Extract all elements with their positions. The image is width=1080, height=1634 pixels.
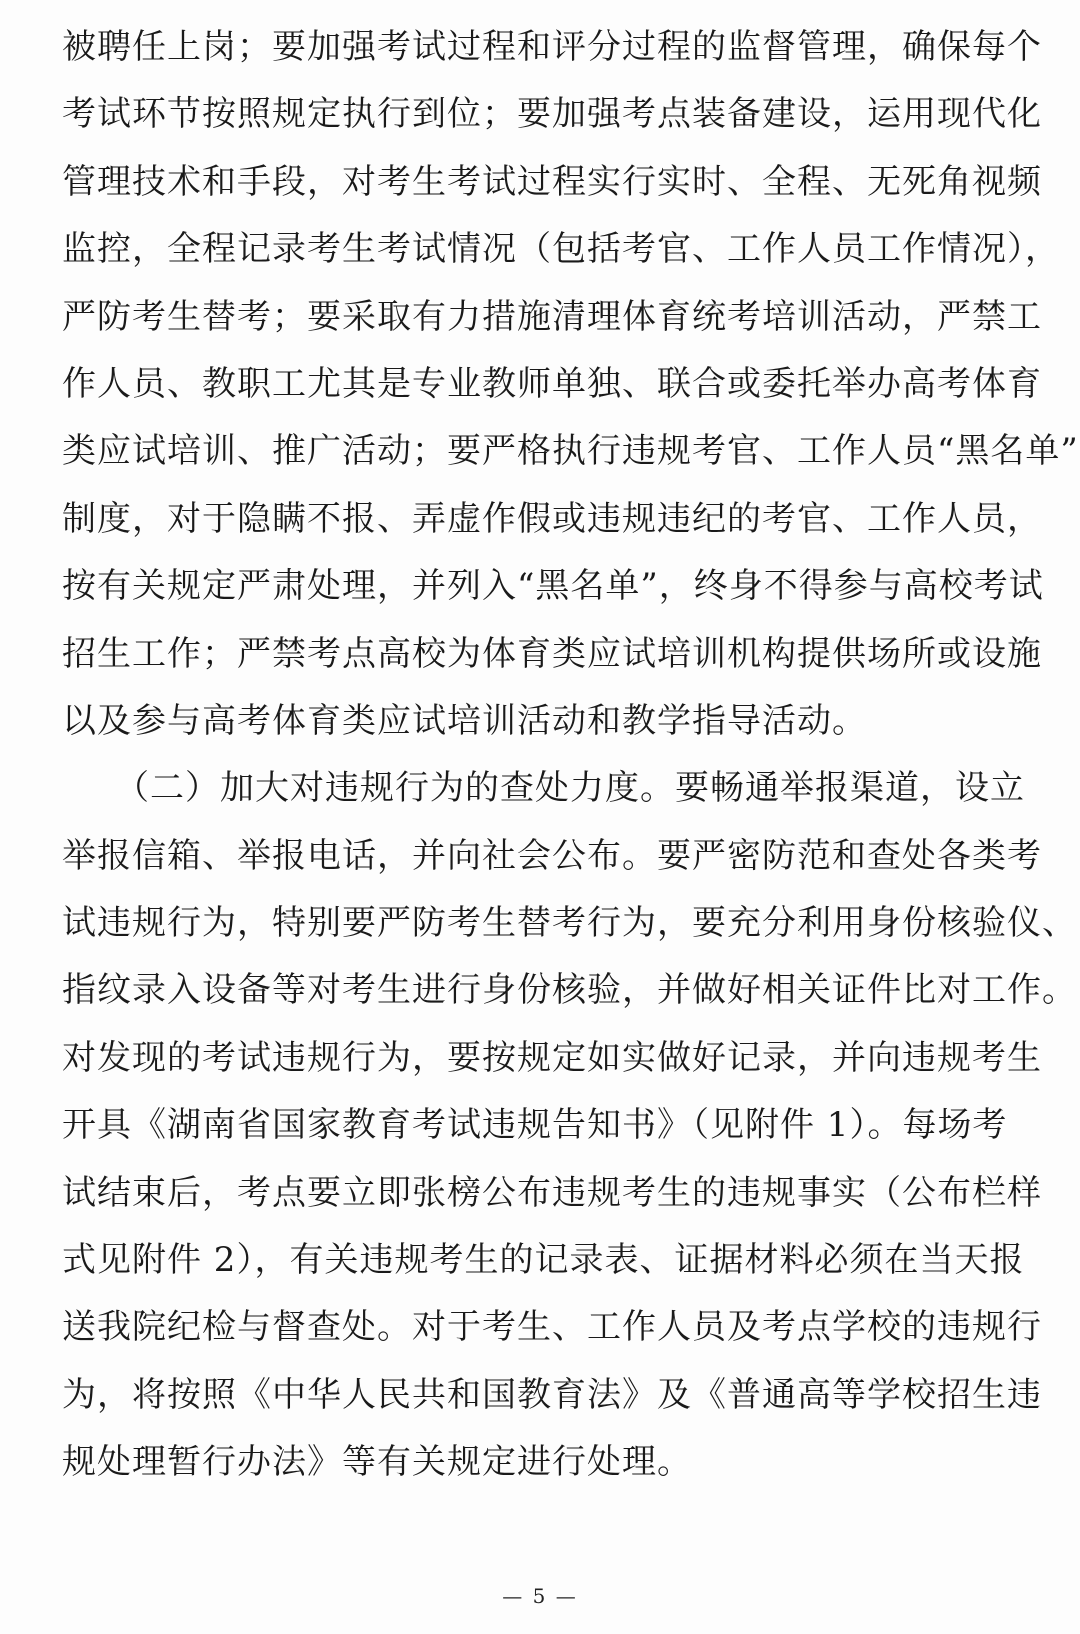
text-line: 监控，全程记录考生考试情况（包括考官、工作人员工作情况），	[62, 229, 1060, 270]
text-line: 试违规行为，特别要严防考生替考行为，要充分利用身份核验仪、	[62, 903, 1077, 944]
text-line: 试结束后，考点要立即张榜公布违规考生的违规事实（公布栏样	[62, 1172, 1042, 1213]
text-line: 开具《湖南省国家教育考试违规告知书》（见附件 1）。每场考	[62, 1105, 1008, 1146]
text-line: 被聘任上岗；要加强考试过程和评分过程的监督管理，确保每个	[62, 27, 1042, 67]
text-line: 举报信箱、举报电话，并向社会公布。要严密防范和查处各类考	[62, 835, 1042, 876]
text-line: 送我院纪检与督查处。对于考生、工作人员及考点学校的违规行	[62, 1307, 1042, 1348]
text-line: 考试环节按照规定执行到位；要加强考点装备建设，运用现代化	[62, 94, 1042, 135]
section-heading-line: （二）加大对违规行为的查处力度。要畅通举报渠道，设立	[62, 768, 1025, 809]
body-text	[62, 22, 1079, 1505]
text-line: 招生工作；严禁考点高校为体育类应试培训机构提供场所或设施	[62, 633, 1042, 674]
text-line: 对发现的考试违规行为，要按规定如实做好记录，并向违规考生	[62, 1037, 1042, 1078]
text-line: 严防考生替考；要采取有力措施清理体育统考培训活动，严禁工	[62, 296, 1042, 337]
text-line: 规处理暂行办法》等有关规定进行处理。	[62, 1442, 692, 1483]
text-line: 式见附件 2），有关违规考生的记录表、证据材料必须在当天报	[62, 1240, 1025, 1281]
text-line: 制度，对于隐瞒不报、弄虚作假或违规违纪的考官、工作人员，	[62, 498, 1042, 539]
text-line: 为，将按照《中华人民共和国教育法》及《普通高等学校招生违	[62, 1374, 1042, 1415]
text-line: 按有关规定严肃处理，并列入“黑名单”，终身不得参与高校考试	[62, 566, 1044, 607]
text-line: 指纹录入设备等对考生进行身份核验，并做好相关证件比对工作。	[62, 970, 1077, 1011]
text-line: 管理技术和手段，对考生考试过程实行实时、全程、无死角视频	[62, 161, 1042, 202]
page-number: — 5 —	[502, 1584, 578, 1608]
text-line: 以及参与高考体育类应试培训活动和教学指导活动。	[62, 700, 867, 741]
text-line: 作人员、教职工尤其是专业教师单独、联合或委托举办高考体育	[62, 363, 1042, 404]
text-line: 类应试培训、推广活动；要严格执行违规考官、工作人员“黑名单”	[62, 431, 1079, 472]
